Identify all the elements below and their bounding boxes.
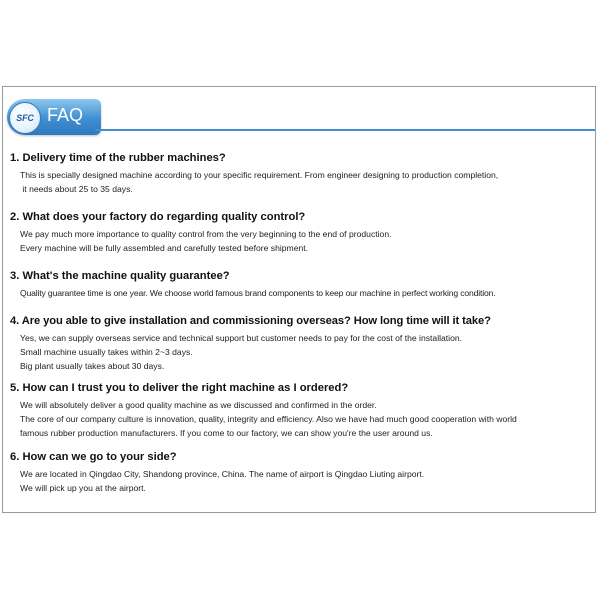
faq-question: 4. Are you able to give installation and commissioning overseas? How long time will it take?	[10, 315, 491, 327]
faq-item	[10, 210, 591, 255]
answer-line: Yes, we can supply overseas service and technical support but customer needs to pay for the cost of the installation.	[20, 333, 463, 343]
answer-line: Small machine usually takes within 2~3 days.	[20, 347, 193, 358]
faq-answer	[20, 227, 591, 255]
faq-item	[10, 314, 591, 374]
answer-line: Big plant usually takes about 30 days.	[20, 361, 165, 372]
answer-line: We are located in Qingdao City, Shandong province, China. The name of airport is Qingdao Liuting airport.	[20, 469, 425, 479]
faq-answer	[20, 398, 591, 441]
faq-question: 1. Delivery time of the rubber machines?	[10, 152, 226, 164]
answer-line: We pay much more importance to quality control from the very beginning to the end of production.	[20, 229, 392, 239]
faq-item	[10, 151, 591, 196]
sfc-logo	[9, 102, 41, 134]
faq-header	[7, 99, 597, 135]
answer-line: Every machine will be fully assembled and carefully tested before shipment.	[20, 243, 309, 254]
answer-line: it needs about 25 to 35 days.	[20, 184, 133, 195]
faq-item	[10, 269, 591, 300]
faq-item	[10, 450, 591, 495]
faq-answer	[20, 168, 591, 196]
answer-line: We will pick up you at the airport.	[20, 483, 146, 494]
faq-question: 2. What does your factory do regarding quality control?	[10, 211, 306, 223]
faq-answer	[20, 331, 591, 374]
answer-line: The core of our company culture is innovation, quality, integrity and efficiency. Also we have had much good cooperation with world	[20, 414, 517, 425]
faq-answer	[20, 467, 591, 495]
faq-answer	[20, 286, 591, 300]
faq-item	[10, 381, 591, 441]
answer-line: Quality guarantee time is one year. We choose world famous brand components to keep our machine in perfect working condition.	[20, 288, 496, 298]
faq-question: 3. What's the machine quality guarantee?	[10, 270, 230, 282]
answer-line: famous rubber production manufacturers. If you come to our factory, we can show you're the user around us.	[20, 428, 433, 439]
faq-question: 5. How can I trust you to deliver the right machine as I ordered?	[10, 382, 349, 394]
answer-line: This is specially designed machine according to your specific requirement. From engineer designing to production completion,	[20, 170, 499, 180]
answer-line: We will absolutely deliver a good quality machine as we discussed and confirmed in the order.	[20, 400, 377, 410]
faq-badge	[7, 99, 101, 135]
faq-title: FAQ	[47, 105, 84, 125]
faq-question: 6. How can we go to your side?	[10, 451, 177, 463]
logo-text: SFC	[16, 113, 34, 123]
header-divider	[95, 129, 595, 131]
faq-frame	[2, 86, 596, 513]
